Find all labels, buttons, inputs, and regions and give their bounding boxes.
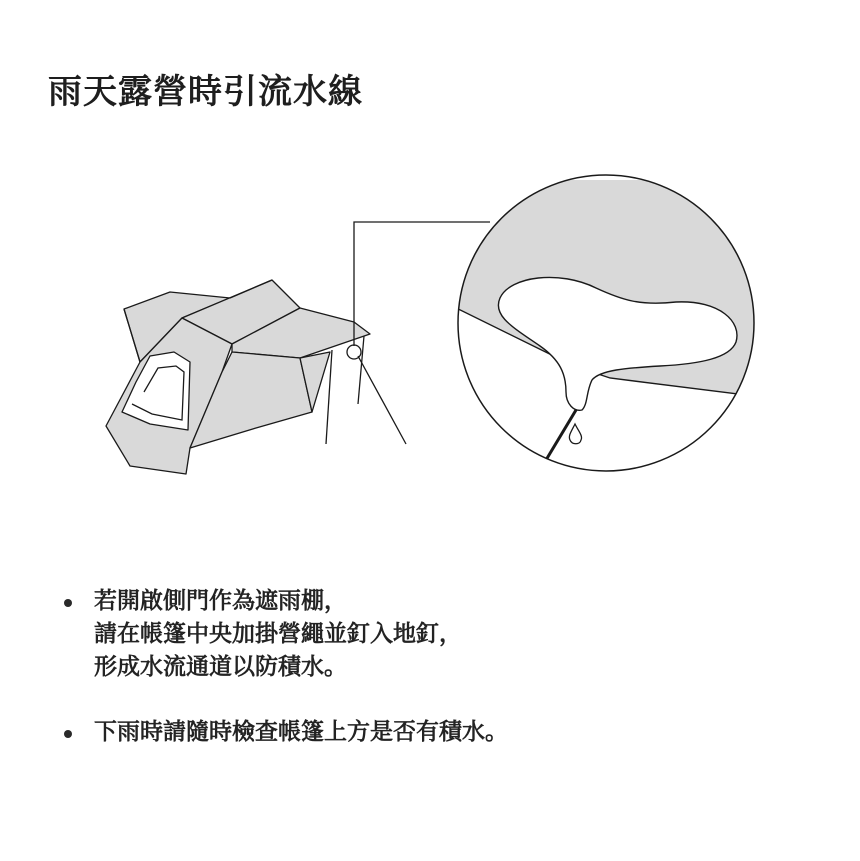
bullet-icon — [64, 599, 72, 607]
instruction-line: 請在帳篷中央加掛營繩並釘入地釘， — [94, 621, 462, 647]
instruction-line: 若開啟側門作為遮雨棚， — [94, 588, 347, 614]
bullet-icon — [64, 730, 72, 738]
instruction-item — [62, 716, 802, 749]
instruction-line: 下雨時請隨時檢查帳篷上方是否有積水。 — [94, 719, 508, 745]
water-drop-detail-icon — [440, 175, 770, 471]
instruction-line: 形成水流通道以防積水。 — [94, 654, 347, 680]
instruction-list — [62, 585, 802, 749]
page-title: 雨天露營時引流水線 — [48, 72, 363, 112]
focus-marker-icon — [347, 345, 361, 359]
instruction-item — [62, 585, 802, 684]
